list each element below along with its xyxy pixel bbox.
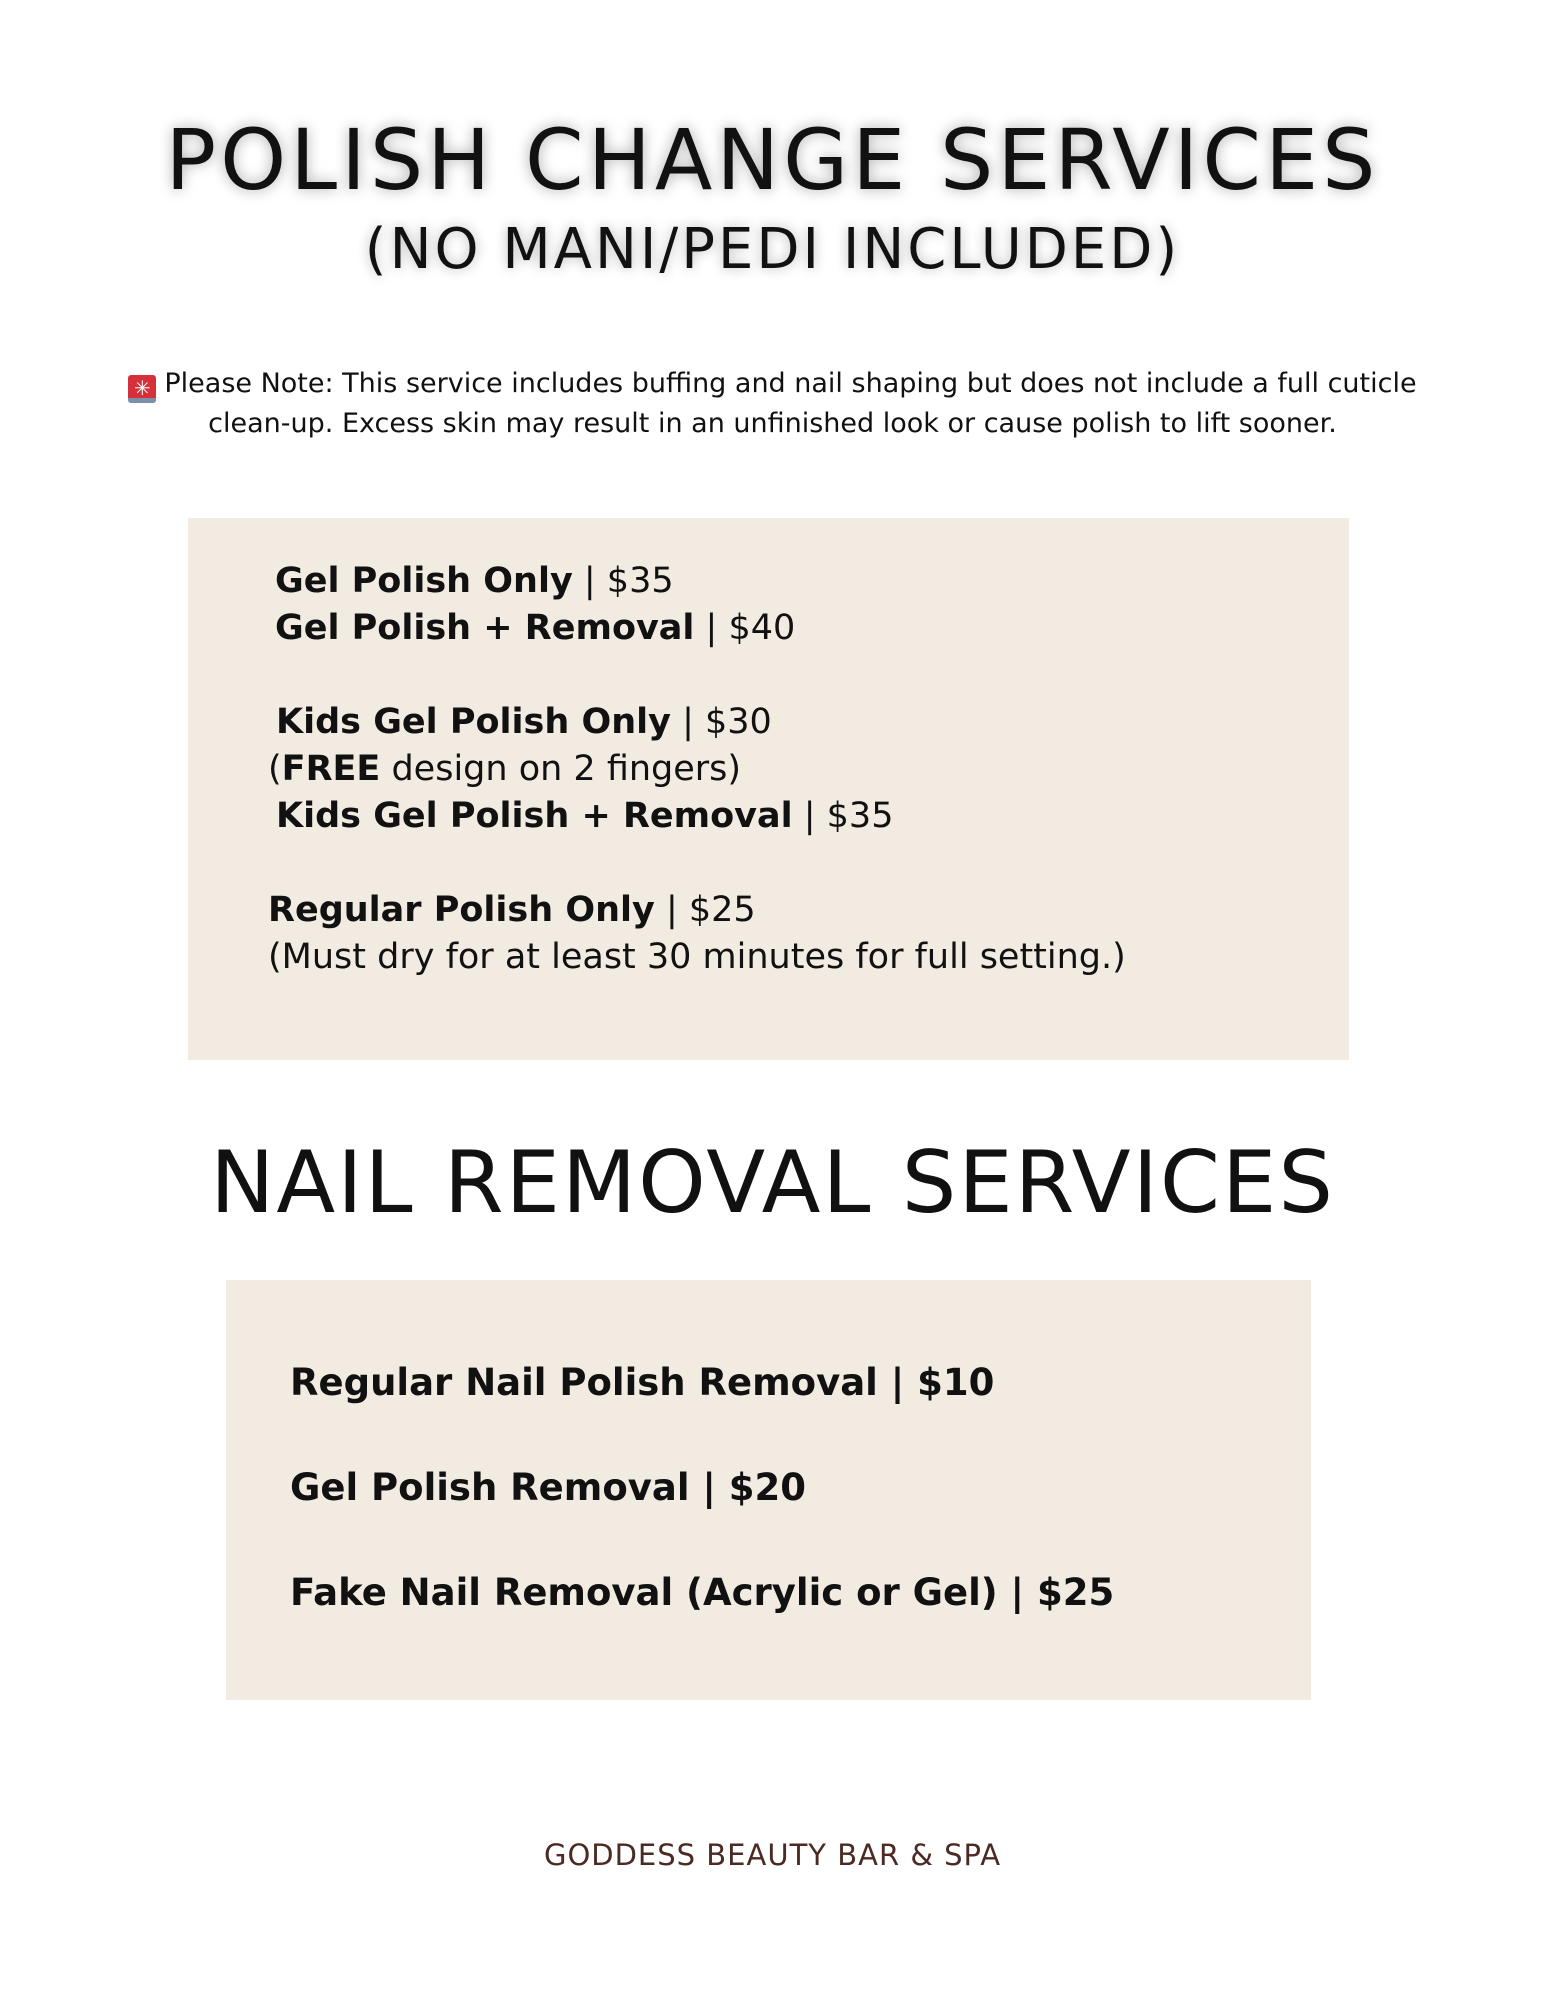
service-price: | $40 — [694, 608, 796, 648]
removal-item: Regular Nail Polish Removal | $10 — [290, 1361, 995, 1404]
service-name: Regular Polish Only — [268, 890, 655, 930]
section-title-removal: NAIL REMOVAL SERVICES — [210, 1133, 1335, 1233]
service-price: | $35 — [792, 796, 894, 836]
page-subtitle: (NO MANI/PEDI INCLUDED) — [364, 217, 1181, 282]
service-kids-gel-only — [276, 702, 772, 742]
note-rest: design on 2 fingers) — [380, 749, 742, 789]
removal-item: Fake Nail Removal (Acrylic or Gel) | $25 — [290, 1571, 1115, 1614]
service-note — [60, 364, 1485, 444]
free-label: FREE — [281, 749, 381, 789]
service-gel-only — [275, 561, 674, 601]
footer-brand: GODDESS BEAUTY BAR & SPA — [543, 1838, 1002, 1872]
service-regular-only — [268, 890, 756, 930]
service-price: | $35 — [572, 561, 674, 601]
service-gel-removal — [275, 608, 796, 648]
service-price: | $25 — [654, 890, 756, 930]
note-line-2: clean-up. Excess skin may result in an unfinished look or cause polish to lift sooner. — [208, 408, 1337, 439]
service-name: Gel Polish Only — [275, 561, 573, 601]
service-price: | $30 — [670, 702, 772, 742]
removal-item: Gel Polish Removal | $20 — [290, 1466, 807, 1509]
service-name: Kids Gel Polish Only — [276, 702, 671, 742]
service-regular-note: (Must dry for at least 30 minutes for full setting.) — [268, 937, 1126, 977]
service-kids-note — [268, 749, 742, 789]
service-name: Kids Gel Polish + Removal — [276, 796, 793, 836]
service-name: Gel Polish + Removal — [275, 608, 695, 648]
alert-siren-icon: ✳ — [128, 375, 156, 403]
note-line-1: Please Note: This service includes buffing and nail shaping but does not include a full cuticle — [164, 368, 1417, 399]
service-kids-gel-removal — [276, 796, 894, 836]
page-title: POLISH CHANGE SERVICES — [165, 111, 1380, 209]
note-open: ( — [268, 749, 282, 789]
